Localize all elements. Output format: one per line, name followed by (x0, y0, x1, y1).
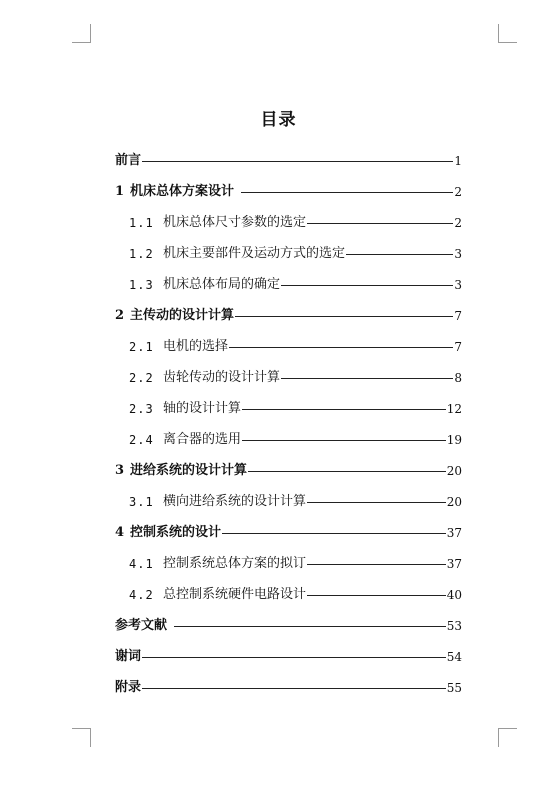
toc-entry-preface[interactable] (115, 137, 462, 168)
toc-leader-line (242, 440, 446, 441)
toc-entry-number: 4.1 (129, 557, 154, 571)
toc-entry-acknowledgements[interactable] (115, 633, 462, 664)
toc-leader-line (307, 223, 453, 224)
toc-entry-label: 轴的设计计算 (163, 401, 242, 416)
toc-entry-label: 控制系统的设计 (130, 525, 222, 540)
toc-entry-2-4[interactable] (115, 416, 462, 447)
toc-entry-number: 1.3 (129, 278, 154, 292)
toc-leader-line (248, 471, 446, 472)
crop-mark-top-right (498, 24, 517, 43)
toc-entry-number: 4.2 (129, 588, 154, 602)
toc-entry-label: 机床总体尺寸参数的选定 (163, 215, 307, 230)
toc-entry-label: 齿轮传动的设计计算 (163, 370, 281, 385)
toc-entry-2-3[interactable] (115, 385, 462, 416)
toc-entry-page: 20 (446, 464, 462, 478)
toc-entry-section-1[interactable] (115, 168, 462, 199)
toc-entry-page: 3 (454, 247, 462, 261)
toc-entry-number: 4 (115, 525, 125, 540)
toc-leader-line (346, 254, 453, 255)
toc-entry-page: 19 (446, 433, 462, 447)
toc-entry-4-1[interactable] (115, 540, 462, 571)
toc-entry-label: 谢词 (115, 649, 142, 664)
toc-leader-line (142, 688, 446, 689)
toc-entry-label: 进给系统的设计计算 (130, 463, 248, 478)
toc-entry-label: 电机的选择 (163, 339, 229, 354)
toc-entry-page: 7 (454, 340, 462, 354)
toc-entry-page: 8 (454, 371, 462, 385)
toc-entry-page: 12 (446, 402, 462, 416)
crop-mark-bottom-left (72, 728, 91, 747)
toc-entry-section-2[interactable] (115, 292, 462, 323)
toc-entry-appendix[interactable] (115, 664, 462, 695)
toc-entry-label: 附录 (115, 680, 142, 695)
toc-entry-number: 2.3 (129, 402, 154, 416)
toc-entry-page: 40 (446, 588, 462, 602)
toc-entry-number: 2.2 (129, 371, 154, 385)
toc-entry-1-2[interactable] (115, 230, 462, 261)
toc-leader-line (242, 409, 446, 410)
toc-entry-label: 横向进给系统的设计计算 (163, 494, 307, 509)
toc-entry-number: 3.1 (129, 495, 154, 509)
toc-entry-page: 20 (446, 495, 462, 509)
toc-entry-number: 1 (115, 184, 125, 199)
toc-title: 目录 (260, 110, 297, 130)
toc-entry-number: 3 (115, 463, 125, 478)
toc-entry-label: 主传动的设计计算 (130, 308, 235, 323)
table-of-contents (115, 137, 462, 695)
crop-mark-bottom-right (498, 728, 517, 747)
toc-entry-page: 2 (454, 216, 462, 230)
toc-entry-number: 2.4 (129, 433, 154, 447)
toc-leader-line (307, 564, 446, 565)
toc-leader-line (174, 626, 446, 627)
crop-mark-top-left (72, 24, 91, 43)
toc-entry-number: 1.1 (129, 216, 154, 230)
toc-entry-number: 2.1 (129, 340, 154, 354)
toc-leader-line (142, 161, 453, 162)
toc-entry-label: 总控制系统硬件电路设计 (163, 587, 307, 602)
toc-leader-line (281, 378, 453, 379)
toc-entry-label: 控制系统总体方案的拟订 (163, 556, 307, 571)
toc-entry-section-4[interactable] (115, 509, 462, 540)
toc-entry-page: 53 (446, 619, 462, 633)
toc-entry-number: 2 (115, 308, 125, 323)
toc-leader-line (142, 657, 446, 658)
toc-entry-label: 机床总体布局的确定 (163, 277, 281, 292)
toc-entry-label: 参考文献 (115, 618, 168, 633)
toc-leader-line (235, 316, 453, 317)
toc-entry-label: 机床主要部件及运动方式的选定 (163, 246, 346, 261)
toc-entry-1-1[interactable] (115, 199, 462, 230)
toc-entry-section-3[interactable] (115, 447, 462, 478)
toc-entry-page: 3 (454, 278, 462, 292)
toc-leader-line (229, 347, 453, 348)
toc-entry-1-3[interactable] (115, 261, 462, 292)
toc-entry-4-2[interactable] (115, 571, 462, 602)
toc-entry-references[interactable] (115, 602, 462, 633)
toc-entry-page: 37 (446, 526, 462, 540)
toc-leader-line (307, 595, 446, 596)
toc-entry-page: 37 (446, 557, 462, 571)
toc-leader-line (222, 533, 446, 534)
toc-entry-2-2[interactable] (115, 354, 462, 385)
toc-entry-page: 55 (446, 681, 462, 695)
toc-entry-2-1[interactable] (115, 323, 462, 354)
toc-leader-line (307, 502, 446, 503)
toc-entry-page: 2 (454, 185, 462, 199)
toc-leader-line (241, 192, 453, 193)
toc-entry-number: 1.2 (129, 247, 154, 261)
toc-leader-line (281, 285, 453, 286)
toc-entry-label: 离合器的选用 (163, 432, 242, 447)
toc-entry-label: 前言 (115, 153, 142, 168)
toc-entry-3-1[interactable] (115, 478, 462, 509)
toc-entry-page: 54 (446, 650, 462, 664)
toc-entry-page: 1 (454, 154, 462, 168)
toc-entry-page: 7 (454, 309, 462, 323)
toc-entry-label: 机床总体方案设计 (130, 184, 235, 199)
